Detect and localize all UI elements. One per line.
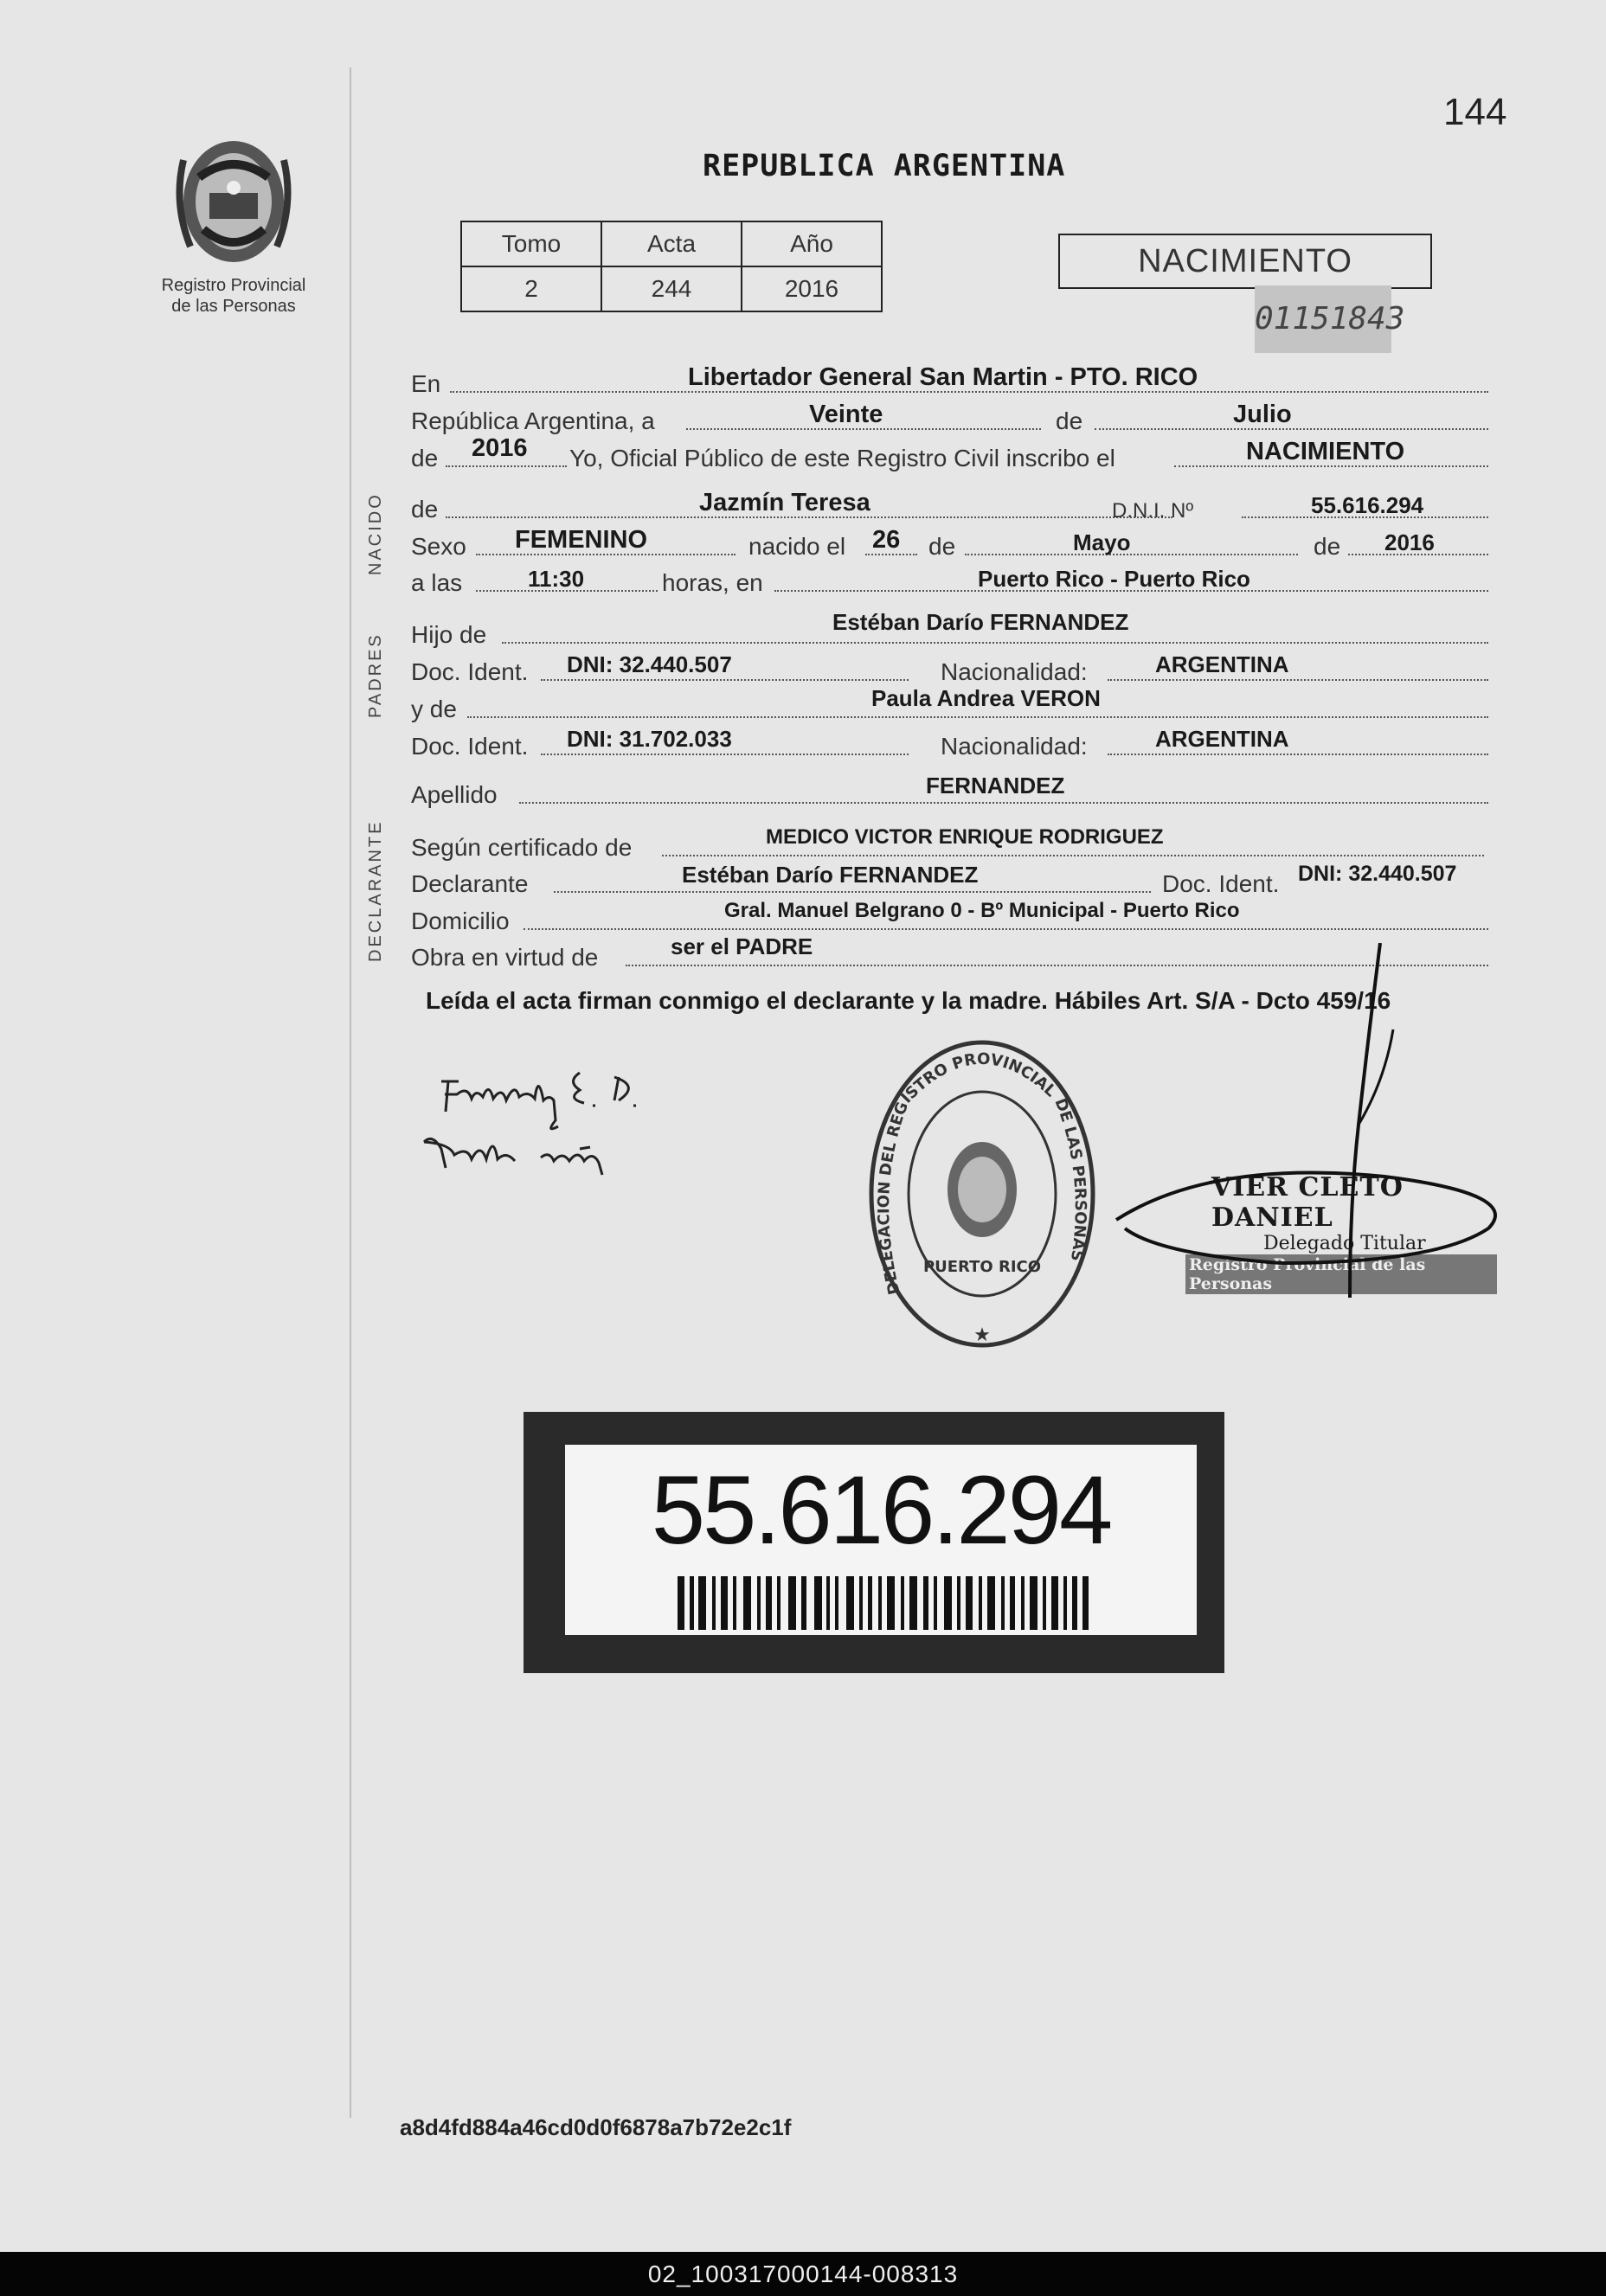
label-horas: horas, en [662,569,763,596]
row-en [411,365,1488,400]
dotted-line [467,716,1488,718]
value-hora: 11:30 [528,566,585,592]
value-mes: Julio [1233,401,1292,428]
row-padre [411,609,1488,651]
acta-value: 244 [601,266,742,311]
label-domicilio: Domicilio [411,907,510,934]
provincial-crest-logo [164,125,303,273]
value-madre: Paula Andrea VERON [871,685,1101,711]
dotted-line [541,754,909,755]
value-declarante-doc: DNI: 32.440.507 [1298,862,1457,886]
value-padre-nac: ARGENTINA [1155,651,1289,677]
anio-header: Año [742,221,882,266]
label-oficial: Yo, Oficial Público de este Registro Civil inscribo el [569,445,1115,471]
label-nacido: nacido el [748,533,846,560]
row-apellido [411,773,1488,811]
crest-caption-line-1: Registro Provincial [161,276,306,295]
dni-barcode-card [524,1412,1224,1673]
dotted-line [524,928,1488,930]
dotted-line [519,802,1488,804]
label-yde: y de [411,696,457,722]
dotted-line [662,855,1484,856]
value-dni: 55.616.294 [1311,492,1424,518]
value-padre: Estéban Darío FERNANDEZ [832,609,1129,635]
value-nac-anio: 2016 [1384,529,1435,555]
value-sexo: FEMENINO [515,526,648,554]
label-doc: Doc. Ident. [411,733,529,760]
row-sexo [411,528,1488,562]
label-dni: D.N.I. Nº [1112,499,1194,523]
label-de: de [928,533,956,560]
value-obra: ser el PADRE [671,933,813,959]
value-inscribo: NACIMIENTO [1246,438,1405,465]
serial-number: 01151843 [1255,285,1391,353]
label-de: de [411,445,439,471]
acta-header: Acta [601,221,742,266]
row-padre-doc [411,653,1488,688]
registry-table [460,221,883,312]
value-lugar: Puerto Rico - Puerto Rico [978,566,1250,592]
row-nombre [411,491,1488,525]
value-certificado: MEDICO VICTOR ENRIQUE RODRIGUEZ [766,825,1164,849]
page-number: 144 [1443,91,1507,133]
margin-line [350,67,351,2118]
value-apellido: FERNANDEZ [926,773,1065,798]
svg-text:★: ★ [973,1324,991,1345]
value-nac-dia: 26 [872,526,901,554]
value-en: Libertador General San Martin - PTO. RICO [688,363,1198,391]
stamp-role: Delegado Titular [1263,1233,1426,1254]
document-title: REPUBLICA ARGENTINA [703,149,1066,183]
anio-value: 2016 [742,266,882,311]
value-anio: 2016 [472,434,528,462]
dotted-line [502,642,1488,644]
value-nac-mes: Mayo [1073,529,1131,555]
value-padre-doc: DNI: 32.440.507 [567,651,732,677]
crest-caption [138,275,329,317]
label-doc: Doc. Ident. [411,658,529,685]
tomo-header: Tomo [461,221,601,266]
row-madre [411,685,1488,725]
label-en: En [411,370,441,397]
row-domicilio [411,899,1488,937]
registry-seal [865,1034,1099,1354]
label-nacionalidad: Nacionalidad: [941,733,1088,760]
footer-id-bar: 02_100317000144-008313 [0,2252,1606,2296]
dotted-line [446,465,567,467]
barcode-panel [565,1445,1197,1635]
value-domicilio: Gral. Manuel Belgrano 0 - Bº Municipal - Puerto Rico [724,899,1240,922]
barcode-bars [678,1576,1089,1630]
dotted-line [965,554,1298,555]
value-dia: Veinte [809,401,883,428]
row-oficial [411,434,1488,474]
stamp-name: VIER CLETO DANIEL [1211,1172,1404,1233]
side-label-padres: PADRES [366,632,385,718]
value-madre-doc: DNI: 31.702.033 [567,726,732,752]
label-de: de [1056,407,1083,434]
label-nacionalidad: Nacionalidad: [941,658,1088,685]
registry-header-row [461,221,882,266]
label-de: de [411,496,439,523]
label-republica: República Argentina, a [411,407,655,434]
label-obra: Obra en virtud de [411,944,599,971]
official-signature [1108,943,1540,1306]
value-declarante: Estéban Darío FERNANDEZ [682,862,979,888]
dotted-line [541,679,909,681]
side-label-nacido: NACIDO [366,492,385,575]
tomo-value: 2 [461,266,601,311]
label-alas: a las [411,569,463,596]
act-type-box: NACIMIENTO [1058,234,1432,289]
label-declarante: Declarante [411,870,529,897]
value-nombre: Jazmín Teresa [699,489,870,516]
row-fecha [411,402,1488,437]
seal-city: PUERTO RICO [922,1258,1042,1276]
barcode-number: 55.616.294 [651,1456,1111,1564]
dotted-line [1108,754,1488,755]
label-de: de [1314,533,1341,560]
closing-note: Leída el acta firman conmigo el declarante y la madre. Hábiles Art. S/A - Dcto 459/16 [426,987,1391,1014]
value-madre-nac: ARGENTINA [1155,726,1289,752]
dotted-line [1108,679,1488,681]
row-madre-doc [411,728,1488,762]
label-certificado: Según certificado de [411,834,633,861]
row-hora [411,564,1488,599]
handwritten-signatures [407,1047,770,1220]
label-doc: Doc. Ident. [1162,870,1280,897]
side-label-declarante: DECLARANTE [366,819,385,962]
label-apellido: Apellido [411,781,498,808]
label-hijo: Hijo de [411,621,487,648]
document-hash: a8d4fd884a46cd0d0f6878a7b72e2c1f [400,2114,792,2140]
registry-value-row [461,266,882,311]
crest-caption-line-2: de las Personas [171,297,296,316]
row-declarante [411,862,1488,900]
row-certificado [411,825,1488,863]
seal-text: DELEGACION DEL REGISTRO PROVINCIAL DE LAS PERSONAS [875,1049,1089,1297]
label-sexo: Sexo [411,533,466,560]
stamp-org: Registro Provincial de las Personas [1185,1254,1497,1294]
dotted-line [554,891,1151,893]
